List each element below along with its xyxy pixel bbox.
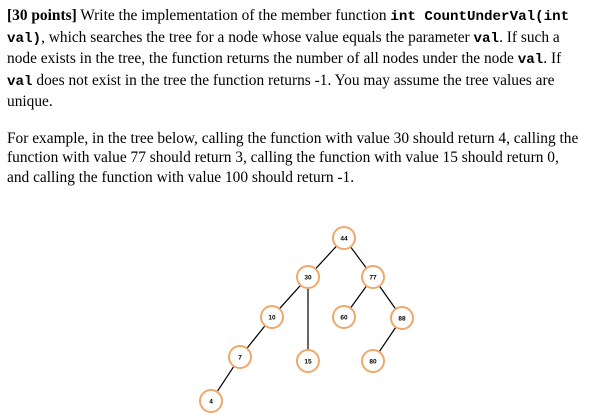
- tree-node-44: [333, 227, 355, 249]
- text-run: node exists in the tree, the function returns the number of all nodes under the node: [7, 50, 518, 67]
- example-line: function with value 77 should return 3, calling the function with value 15 should return 0,: [7, 149, 559, 166]
- text-run: unique.: [7, 93, 53, 110]
- tree-node-88: [391, 307, 413, 329]
- tree-node-label: 77: [369, 274, 377, 282]
- points-label: [30 points]: [7, 7, 77, 24]
- code-token: val: [473, 30, 500, 47]
- tree-node-label: 7: [238, 354, 242, 362]
- tree-node-label: 60: [340, 314, 348, 322]
- tree-edge: [379, 327, 396, 352]
- tree-node-7: [229, 346, 251, 368]
- tree-node-60: [333, 306, 355, 328]
- tree-node-label: 15: [304, 358, 312, 366]
- tree-edge: [279, 285, 300, 309]
- tree-edge: [217, 366, 234, 392]
- tree-node-80: [362, 350, 384, 372]
- code-token: val: [517, 52, 544, 68]
- text-run: , which searches the tree for a node whose value equals the parameter: [41, 28, 474, 46]
- tree-node-label: 80: [369, 358, 377, 366]
- code-token: val: [7, 73, 33, 90]
- tree-node-label: 88: [398, 315, 406, 323]
- tree-node-label: 10: [268, 314, 276, 322]
- tree-edge: [315, 246, 336, 269]
- tree-edge: [351, 247, 367, 268]
- text-run: Write the implementation of the member function: [76, 7, 391, 24]
- tree-node-10: [261, 306, 283, 328]
- tree-edge: [350, 286, 366, 308]
- code-token: int CountUnderVal(int: [390, 9, 570, 25]
- tree-edge: [379, 286, 395, 309]
- tree-node-label: 30: [304, 274, 312, 282]
- text-run: does not exist in the tree the function returns -1. You may assume the tree values are: [32, 71, 555, 89]
- text-run: . If: [543, 50, 562, 67]
- tree-edge: [247, 326, 265, 349]
- tree-node-label: 4: [209, 398, 213, 406]
- example-line: For example, in the tree below, calling the function with value 30 should return 4, calling the: [7, 129, 579, 147]
- tree-node-30: [297, 266, 319, 288]
- example-line: and calling the function with value 100 should return -1.: [7, 168, 355, 186]
- tree-node-15: [297, 350, 319, 372]
- tree-node-label: 44: [340, 235, 348, 243]
- tree-node-77: [362, 266, 384, 288]
- tree-node-4: [200, 390, 222, 412]
- code-token: val): [7, 30, 42, 47]
- text-run: . If such a: [499, 28, 560, 46]
